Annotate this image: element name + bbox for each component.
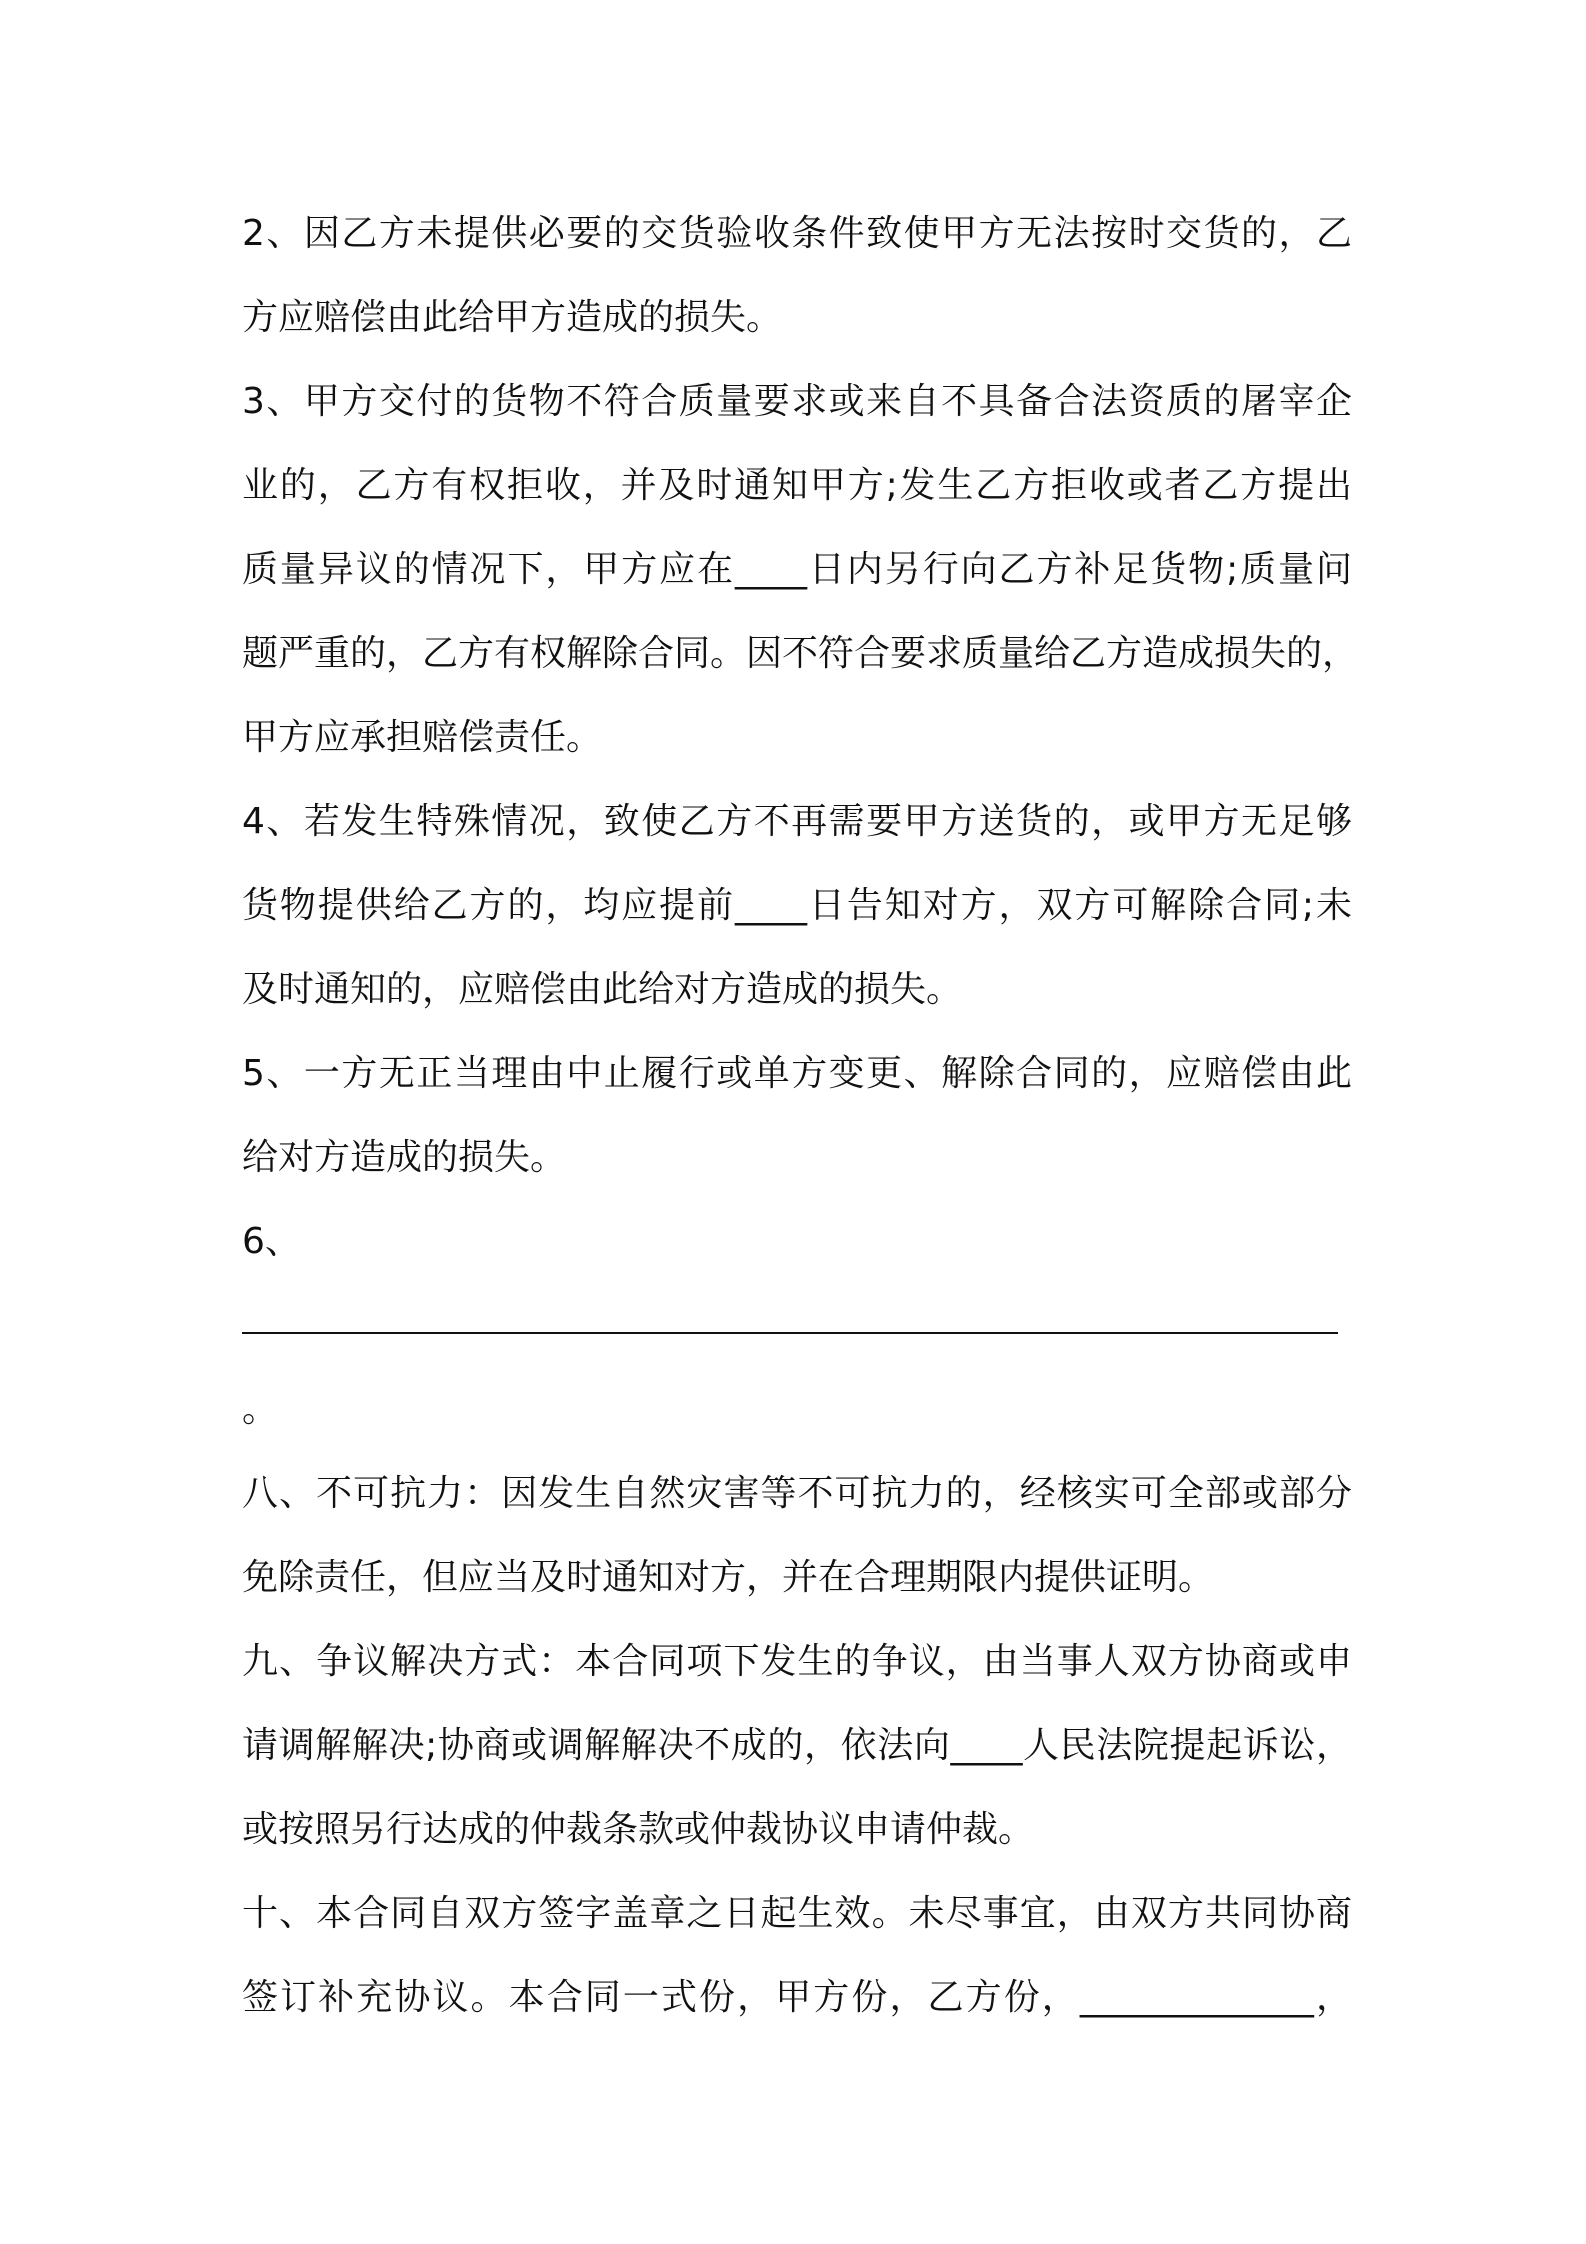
clause-3-line-3: 质量异议的情况下，甲方应在____日内另行向乙方补足货物;质量问 (242, 549, 1352, 590)
clause-3-line-1: 3、甲方交付的货物不符合质量要求或来自不具备合法资质的屠宰企 (242, 381, 1352, 422)
clause-8-line-1: 八、不可抗力：因发生自然灾害等不可抗力的，经核实可全部或部分 (242, 1473, 1352, 1514)
clause-3-line-2: 业的，乙方有权拒收，并及时通知甲方;发生乙方拒收或者乙方提出 (242, 465, 1352, 506)
clause-6-period: 。 (242, 1389, 279, 1430)
clause-3-line-5: 甲方应承担赔偿责任。 (242, 717, 603, 758)
clause-9-line-1: 九、争议解决方式：本合同项下发生的争议，由当事人双方协商或申 (242, 1641, 1352, 1682)
contract-text (242, 192, 1359, 2040)
clause-10-line-2: 签订补充协议。本合同一式份，甲方份，乙方份，_____________， (242, 1977, 1352, 2018)
fill-in-underline (242, 1332, 1338, 1334)
clause-4-line-3: 及时通知的，应赔偿由此给对方造成的损失。 (242, 969, 963, 1010)
clause-5-line-1: 5、一方无正当理由中止履行或单方变更、解除合同的，应赔偿由此 (242, 1053, 1352, 1094)
clause-3-line-4: 题严重的，乙方有权解除合同。因不符合要求质量给乙方造成损失的， (242, 633, 1359, 674)
clause-9-line-2: 请调解解决;协商或调解解决不成的，依法向____人民法院提起诉讼， (242, 1725, 1352, 1766)
clause-4-line-1: 4、若发生特殊情况，致使乙方不再需要甲方送货的，或甲方无足够 (242, 801, 1352, 842)
clause-5-line-2: 给对方造成的损失。 (242, 1137, 567, 1178)
clause-10-line-1: 十、本合同自双方签字盖章之日起生效。未尽事宜，由双方共同协商 (242, 1893, 1352, 1934)
clause-8-line-2: 免除责任，但应当及时通知对方，并在合理期限内提供证明。 (242, 1557, 1215, 1598)
clause-2-line-1: 2、因乙方未提供必要的交货验收条件致使甲方无法按时交货的，乙 (242, 213, 1352, 254)
clause-2-line-2: 方应赔偿由此给甲方造成的损失。 (242, 297, 783, 338)
clause-6-label: 6、 (242, 1221, 301, 1262)
clause-6-fill-in-line (242, 1284, 1352, 1368)
clause-4-line-2: 货物提供给乙方的，均应提前____日告知对方，双方可解除合同;未 (242, 885, 1352, 926)
clause-9-line-3: 或按照另行达成的仲裁条款或仲裁协议申请仲裁。 (242, 1809, 1035, 1850)
